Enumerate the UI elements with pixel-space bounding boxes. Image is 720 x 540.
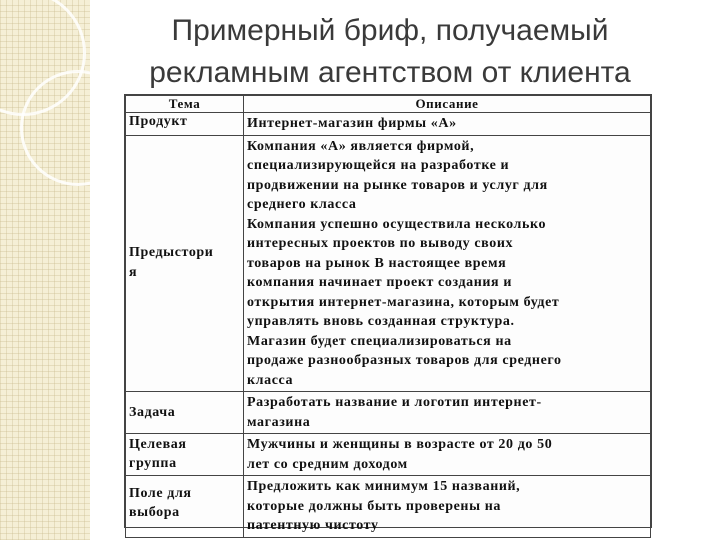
description-line: которые должны быть проверены на bbox=[247, 498, 501, 514]
slide-title-line: рекламным агентством от клиента bbox=[149, 56, 631, 89]
row-description-product bbox=[244, 113, 651, 136]
description-line: Мужчины и женщины в возрасте от 20 до 50 bbox=[247, 437, 553, 452]
description-line: специализирующейся на разработке и bbox=[247, 158, 510, 173]
description-line: открытия интернет-магазина, которым будет bbox=[247, 294, 560, 310]
column-header-description: Описание bbox=[244, 96, 651, 113]
topic-text: Целевая bbox=[129, 437, 187, 452]
description-line: управлять вновь созданная структура. bbox=[247, 314, 515, 329]
topic-text: выбора bbox=[129, 505, 180, 520]
column-header-topic: Тема bbox=[126, 96, 244, 113]
table-row bbox=[126, 113, 651, 136]
topic-text: Продукт bbox=[129, 114, 188, 129]
description-line: товаров на рынок В настоящее время bbox=[247, 255, 507, 271]
topic-text: Предыстори bbox=[129, 245, 214, 261]
description-line: Компания «А» является фирмой, bbox=[247, 138, 475, 154]
row-topic-product bbox=[126, 113, 244, 136]
table-row bbox=[126, 392, 651, 434]
description-line: лет со средним доходом bbox=[247, 456, 408, 472]
table-row bbox=[126, 135, 651, 392]
description-line: компания начинает проект создания и bbox=[247, 275, 513, 290]
brief-table bbox=[125, 95, 651, 538]
row-description-task bbox=[244, 392, 651, 434]
row-topic-background bbox=[126, 135, 244, 392]
description-line: Магазин будет специализироваться на bbox=[247, 333, 512, 349]
topic-text: Задача bbox=[129, 404, 176, 420]
row-description-choice-field bbox=[244, 476, 651, 538]
description-line: патентную чистоту bbox=[247, 518, 379, 533]
table-row bbox=[126, 434, 651, 476]
description-line: продаже разнообразных товаров для среднего bbox=[247, 353, 562, 368]
slide-title bbox=[130, 10, 650, 94]
description-line: продвижении на рынке товаров и услуг для bbox=[247, 177, 548, 193]
description-line: Разработать название и логотип интернет- bbox=[247, 395, 542, 410]
row-description-target-group bbox=[244, 434, 651, 476]
description-line: Компания успешно осуществила несколько bbox=[247, 216, 547, 232]
table-row bbox=[126, 476, 651, 538]
row-topic-target-group bbox=[126, 434, 244, 476]
slide-title-line: Примерный бриф, получаемый bbox=[171, 14, 609, 47]
table-header-row bbox=[126, 96, 651, 113]
topic-text: Поле для bbox=[129, 486, 192, 501]
description-line: магазина bbox=[247, 414, 311, 430]
brief-document-image bbox=[124, 94, 652, 533]
row-topic-task bbox=[126, 392, 244, 434]
row-topic-choice-field bbox=[126, 476, 244, 538]
decorative-side-strip bbox=[0, 0, 90, 540]
description-line: среднего класса bbox=[247, 197, 357, 212]
topic-text: я bbox=[129, 265, 138, 281]
topic-text: группа bbox=[129, 456, 177, 471]
description-line: интересных проектов по выводу своих bbox=[247, 236, 514, 251]
row-description-background bbox=[244, 135, 651, 392]
description-line: класса bbox=[247, 372, 294, 388]
description-line: Предложить как минимум 15 названий, bbox=[247, 479, 521, 494]
description-line: Интернет-магазин фирмы «А» bbox=[247, 116, 457, 131]
